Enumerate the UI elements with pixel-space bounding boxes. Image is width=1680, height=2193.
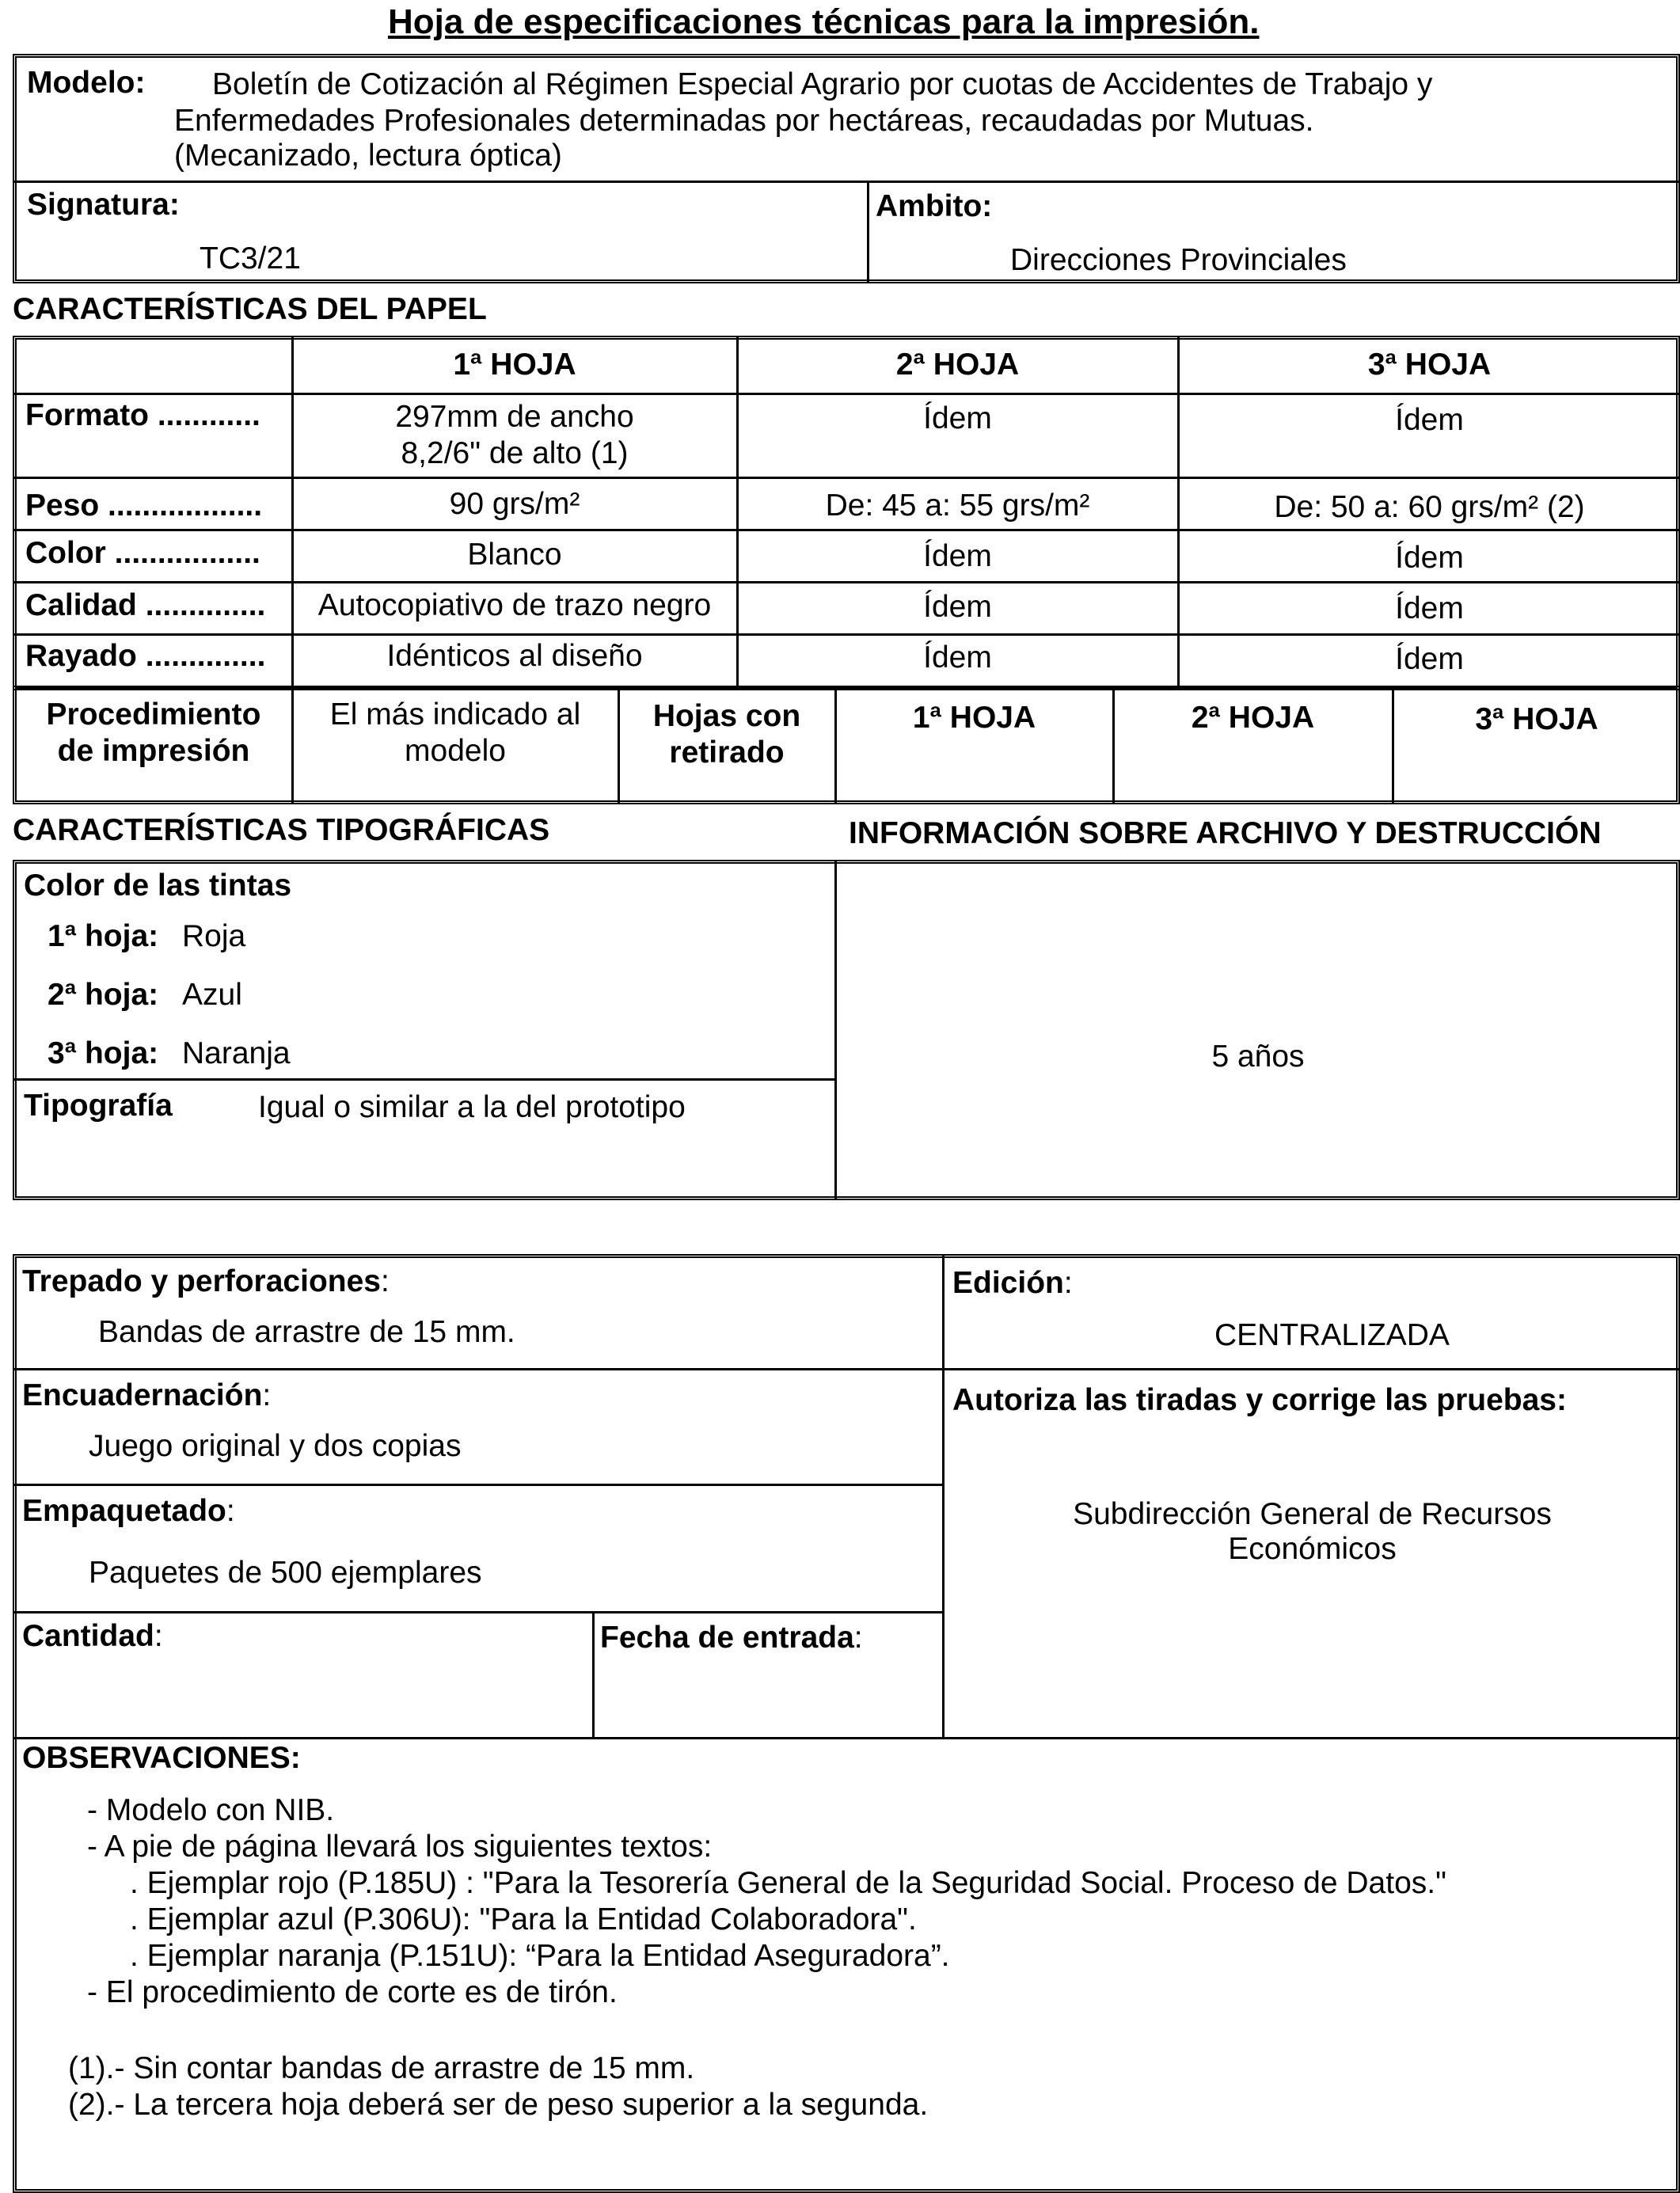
formato-3: Ídem bbox=[1395, 403, 1464, 437]
fecha-entrada-field bbox=[600, 1620, 863, 1657]
ink-1-value: Roja bbox=[182, 919, 246, 953]
paper-row-line bbox=[13, 477, 1680, 479]
ink-3-label: 3ª hoja: bbox=[48, 1036, 159, 1070]
encuadernacion-label: Encuadernación bbox=[22, 1378, 263, 1412]
color-3: Ídem bbox=[1395, 541, 1464, 575]
typography-hdivider bbox=[13, 1078, 837, 1081]
peso-2: De: 45 a: 55 grs/m² bbox=[825, 488, 1090, 523]
procedure-label-2: de impresión bbox=[57, 734, 250, 768]
colon: : bbox=[853, 1621, 863, 1655]
edicion-label: Edición bbox=[952, 1266, 1064, 1300]
paper-row-line bbox=[13, 581, 1680, 583]
modelo-line-2: Enfermedades Profesionales determinadas por hectáreas, recaudadas por Mutuas. bbox=[174, 104, 1314, 138]
rayado-3: Ídem bbox=[1395, 642, 1464, 676]
trepado-field bbox=[22, 1264, 390, 1301]
procedure-col-3: 3ª HOJA bbox=[1475, 702, 1598, 736]
edicion-field bbox=[952, 1265, 1073, 1302]
production-line bbox=[13, 1611, 945, 1613]
ink-3-value: Naranja bbox=[182, 1036, 291, 1070]
row-label-rayado: Rayado .............. bbox=[25, 639, 266, 673]
encuadernacion-field bbox=[22, 1378, 271, 1415]
procedure-value-2: modelo bbox=[405, 734, 506, 768]
formato-2: Ídem bbox=[923, 401, 992, 435]
observacion-line: - El procedimiento de corte es de tirón. bbox=[87, 1975, 618, 2009]
row-label-calidad: Calidad .............. bbox=[25, 588, 266, 622]
cantidad-label: Cantidad bbox=[22, 1619, 154, 1653]
fecha-entrada-label: Fecha de entrada bbox=[600, 1621, 854, 1655]
peso-1: 90 grs/m² bbox=[449, 487, 580, 521]
inks-label: Color de las tintas bbox=[24, 868, 292, 903]
ink-1-label: 1ª hoja: bbox=[48, 919, 159, 953]
archive-section-title: INFORMACIÓN SOBRE ARCHIVO Y DESTRUCCIÓN bbox=[849, 816, 1602, 850]
observacion-line: - Modelo con NIB. bbox=[87, 1793, 335, 1827]
archive-value: 5 años bbox=[1211, 1039, 1305, 1074]
observacion-line: . Ejemplar rojo (P.185U) : "Para la Tesorería General de la Seguridad Social. Proceso de Datos." bbox=[130, 1866, 1446, 1900]
row-label-formato: Formato ............ bbox=[25, 398, 260, 432]
trepado-label: Trepado y perforaciones bbox=[22, 1264, 381, 1298]
col-header-3: 3ª HOJA bbox=[1367, 348, 1492, 382]
procedure-value-1: El más indicado al bbox=[329, 697, 581, 732]
note-line: (1).- Sin contar bandas de arrastre de 15 mm. bbox=[68, 2051, 695, 2085]
ambito-label: Ambito: bbox=[876, 189, 993, 223]
observaciones-label: OBSERVACIONES: bbox=[22, 1741, 301, 1775]
ambito-value: Direcciones Provinciales bbox=[1010, 243, 1347, 277]
page-title: Hoja de especificaciones técnicas para la impresión. bbox=[388, 2, 1260, 41]
production-line bbox=[13, 1737, 1680, 1739]
procedure-col-1: 1ª HOJA bbox=[912, 701, 1036, 735]
empaquetado-value: Paquetes de 500 ejemplares bbox=[89, 1556, 482, 1590]
colon: : bbox=[154, 1619, 163, 1653]
production-line bbox=[13, 1484, 945, 1486]
header-divider bbox=[13, 181, 1680, 183]
calidad-2: Ídem bbox=[923, 590, 992, 624]
signatura-value: TC3/21 bbox=[200, 241, 301, 276]
paper-row-line bbox=[13, 633, 1680, 636]
colon: : bbox=[1063, 1266, 1073, 1300]
typography-section-title: CARACTERÍSTICAS TIPOGRÁFICAS bbox=[13, 813, 550, 847]
tipografia-label: Tipografía bbox=[24, 1089, 173, 1123]
modelo-label: Modelo: bbox=[27, 66, 146, 100]
formato-1a: 297mm de ancho bbox=[395, 400, 634, 434]
empaquetado-label: Empaquetado bbox=[22, 1494, 226, 1528]
hojas-retirado-1: Hojas con bbox=[652, 699, 801, 733]
ink-2-value: Azul bbox=[182, 978, 242, 1012]
calidad-1: Autocopiativo de trazo negro bbox=[317, 588, 712, 622]
procedure-col-2: 2ª HOJA bbox=[1191, 701, 1315, 735]
tipografia-value: Igual o similar a la del prototipo bbox=[258, 1090, 686, 1124]
observacion-line: . Ejemplar azul (P.306U): "Para la Entidad Colaboradora". bbox=[130, 1902, 917, 1936]
typography-box bbox=[13, 860, 1680, 1200]
row-label-color: Color ................. bbox=[25, 536, 260, 570]
cantidad-divider bbox=[592, 1611, 595, 1739]
paper-row-line bbox=[13, 529, 1680, 531]
autoriza-line-2: Económicos bbox=[1228, 1532, 1397, 1566]
color-2: Ídem bbox=[923, 539, 992, 573]
observacion-line: - A pie de página llevará los siguientes textos: bbox=[87, 1830, 713, 1864]
autoriza-label: Autoriza las tiradas y corrige las pruebas: bbox=[952, 1383, 1567, 1417]
typography-vdivider bbox=[834, 860, 837, 1200]
header-vdivider bbox=[867, 181, 869, 283]
observacion-line: . Ejemplar naranja (P.151U): “Para la Entidad Aseguradora”. bbox=[130, 1939, 950, 1973]
paper-row-line bbox=[13, 393, 1680, 395]
autoriza-line-1: Subdirección General de Recursos bbox=[1073, 1497, 1552, 1531]
modelo-line-1: Boletín de Cotización al Régimen Especial Agrario por cuotas de Accidentes de Trabajo y bbox=[212, 67, 1433, 101]
colon: : bbox=[262, 1378, 272, 1412]
ink-2-label: 2ª hoja: bbox=[48, 978, 159, 1012]
modelo-line-3: (Mecanizado, lectura óptica) bbox=[174, 139, 562, 173]
procedure-label-1: Procedimiento bbox=[46, 697, 261, 732]
rayado-1: Idénticos al diseño bbox=[386, 639, 643, 673]
empaquetado-field bbox=[22, 1493, 235, 1530]
cantidad-field bbox=[22, 1618, 163, 1655]
paper-section-title: CARACTERÍSTICAS DEL PAPEL bbox=[13, 292, 487, 326]
trepado-value: Bandas de arrastre de 15 mm. bbox=[98, 1315, 515, 1349]
colon: : bbox=[226, 1494, 235, 1528]
edicion-value: CENTRALIZADA bbox=[1214, 1318, 1450, 1352]
calidad-3: Ídem bbox=[1395, 591, 1464, 625]
signatura-label: Signatura: bbox=[27, 188, 180, 222]
row-label-peso: Peso .................. bbox=[25, 488, 263, 523]
col-header-2: 2ª HOJA bbox=[895, 348, 1020, 382]
formato-1b: 8,2/6" de alto (1) bbox=[401, 436, 629, 470]
colon: : bbox=[380, 1264, 390, 1298]
encuadernacion-value: Juego original y dos copias bbox=[89, 1429, 462, 1463]
col-header-1: 1ª HOJA bbox=[453, 348, 576, 382]
color-1: Blanco bbox=[467, 538, 562, 572]
note-line: (2).- La tercera hoja deberá ser de peso superior a la segunda. bbox=[68, 2088, 929, 2122]
hojas-retirado-2: retirado bbox=[669, 735, 785, 770]
peso-3: De: 50 a: 60 grs/m² (2) bbox=[1274, 490, 1585, 524]
production-line bbox=[13, 1368, 1680, 1370]
rayado-2: Ídem bbox=[923, 640, 992, 675]
